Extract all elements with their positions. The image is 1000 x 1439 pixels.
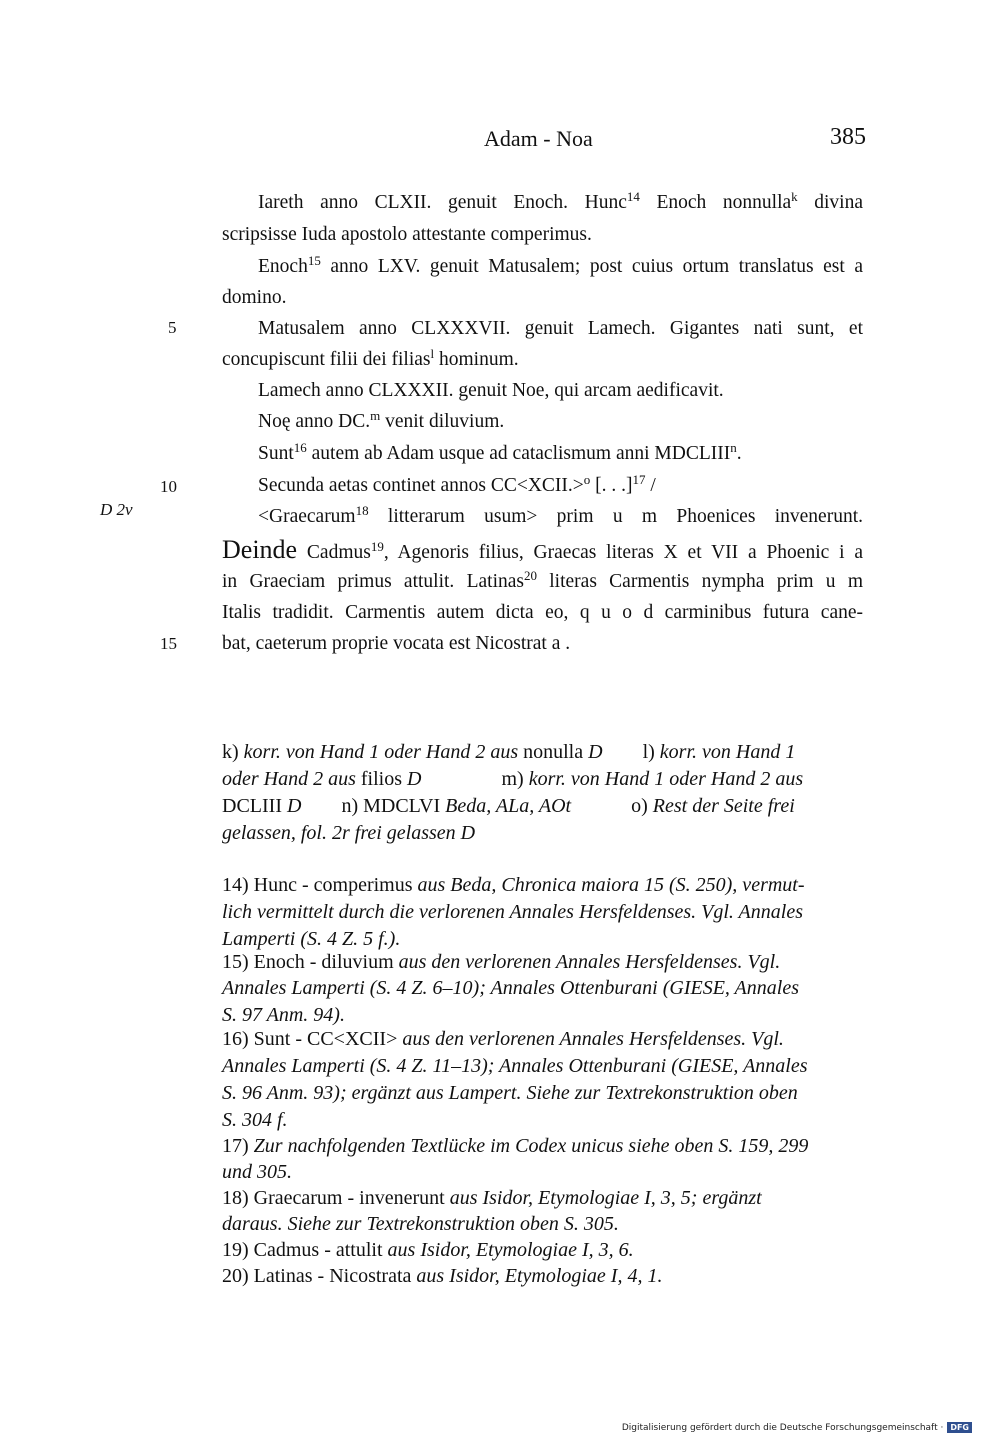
text-line: Deinde Cadmus$^{19}$, Agenoris filius, Graecas literas X et VII a Phoenic i a	[222, 535, 863, 564]
text-line: Italis tradidit. Carmentis autem dicta eo, q u o d carminibus futura cane-	[222, 602, 863, 623]
note-line: daraus. Siehe zur Textrekonstruktion oben S. 305.	[222, 1213, 619, 1235]
note-line: Annales Lamperti (S. 4 Z. 6–10); Annales Ottenburani (GIESE, Annales	[222, 977, 799, 999]
note-line: und 305.	[222, 1161, 292, 1183]
note-line: 15) Enoch - diluvium aus den verlorenen Annales Hersfeldenses. Vgl.	[222, 951, 781, 973]
funding-footer	[622, 1422, 972, 1433]
apparatus-line: k) korr. von Hand 1 oder Hand 2 aus nonulla D l) korr. von Hand 1	[222, 741, 796, 763]
line-number: 15	[160, 634, 177, 653]
text-line: Matusalem anno CLXXXVII. genuit Lamech. Gigantes nati sunt, et	[258, 318, 863, 339]
note-line: 14) Hunc - comperimus aus Beda, Chronica maiora 15 (S. 250), vermut-	[222, 874, 805, 896]
text-line: Sunt$^{16}$ autem ab Adam usque ad cataclismum anni MDCLIII$^n$.	[258, 440, 742, 464]
funding-text: Digitalisierung gefördert durch die Deutsche Forschungsgemeinschaft ·	[621, 1422, 944, 1433]
text-line: Lamech anno CLXXXII. genuit Noe, qui arcam aedificavit.	[258, 380, 724, 401]
note-line: 19) Cadmus - attulit aus Isidor, Etymologiae I, 3, 6.	[222, 1239, 634, 1261]
note-line: Annales Lamperti (S. 4 Z. 11–13); Annales Ottenburani (GIESE, Annales	[222, 1055, 808, 1077]
line-number: 5	[168, 318, 177, 337]
text-line: bat, caeterum proprie vocata est Nicostrat a .	[222, 633, 571, 654]
apparatus-line: oder Hand 2 aus filios D m) korr. von Hand 1 oder Hand 2 aus	[222, 768, 804, 790]
text-line: <Graecarum$^{18}$ litterarum usum> prim u m Phoenices invenerunt.	[258, 503, 863, 527]
note-line: S. 304 f.	[222, 1109, 288, 1131]
text-line: scripsisse Iuda apostolo attestante comperimus.	[222, 224, 592, 245]
line-number: 10	[160, 477, 177, 496]
page-number: 385	[830, 124, 866, 150]
note-line: lich vermittelt durch die verlorenen Annales Hersfeldenses. Vgl. Annales	[222, 901, 803, 923]
note-line: S. 97 Anm. 94).	[222, 1004, 345, 1026]
note-line: 20) Latinas - Nicostrata aus Isidor, Etymologiae I, 4, 1.	[222, 1265, 663, 1287]
running-head: Adam - Noa	[484, 126, 593, 151]
note-line: Lamperti (S. 4 Z. 5 f.).	[222, 928, 401, 950]
apparatus-line: gelassen, fol. 2r frei gelassen D	[222, 822, 476, 844]
text-line: Secunda aetas continet annos CC<XCII.>$^o$ [. . .]$^{17}$ /	[258, 472, 656, 496]
text-line: domino.	[222, 287, 287, 308]
text-line: Noę anno DC.$^m$ venit diluvium.	[258, 408, 505, 432]
dfg-logo: DFG	[947, 1422, 972, 1433]
note-line: S. 96 Anm. 93); ergänzt aus Lampert. Siehe zur Textrekonstruktion oben	[222, 1082, 798, 1104]
text-line: concupiscunt filii dei filias$^l$ hominum.	[222, 346, 519, 370]
note-line: 17) Zur nachfolgenden Textlücke im Codex unicus siehe oben S. 159, 299	[222, 1135, 809, 1157]
margin-sigla: D 2v	[100, 500, 133, 519]
text-line: in Graeciam primus attulit. Latinas$^{20}$ literas Carmentis nympha prim u m	[222, 568, 863, 592]
note-line: 18) Graecarum - invenerunt aus Isidor, Etymologiae I, 3, 5; ergänzt	[222, 1187, 762, 1209]
text-line: Enoch$^{15}$ anno LXV. genuit Matusalem; post cuius ortum translatus est a	[258, 253, 863, 277]
note-line: 16) Sunt - CC<XCII> aus den verlorenen Annales Hersfeldenses. Vgl.	[222, 1028, 784, 1050]
apparatus-line: DCLIII D n) MDCLVI Beda, ALa, AOt o) Rest der Seite frei	[222, 795, 795, 817]
text-line: Iareth anno CLXII. genuit Enoch. Hunc$^{14}$ Enoch nonnulla$^k$ divina	[258, 189, 863, 213]
